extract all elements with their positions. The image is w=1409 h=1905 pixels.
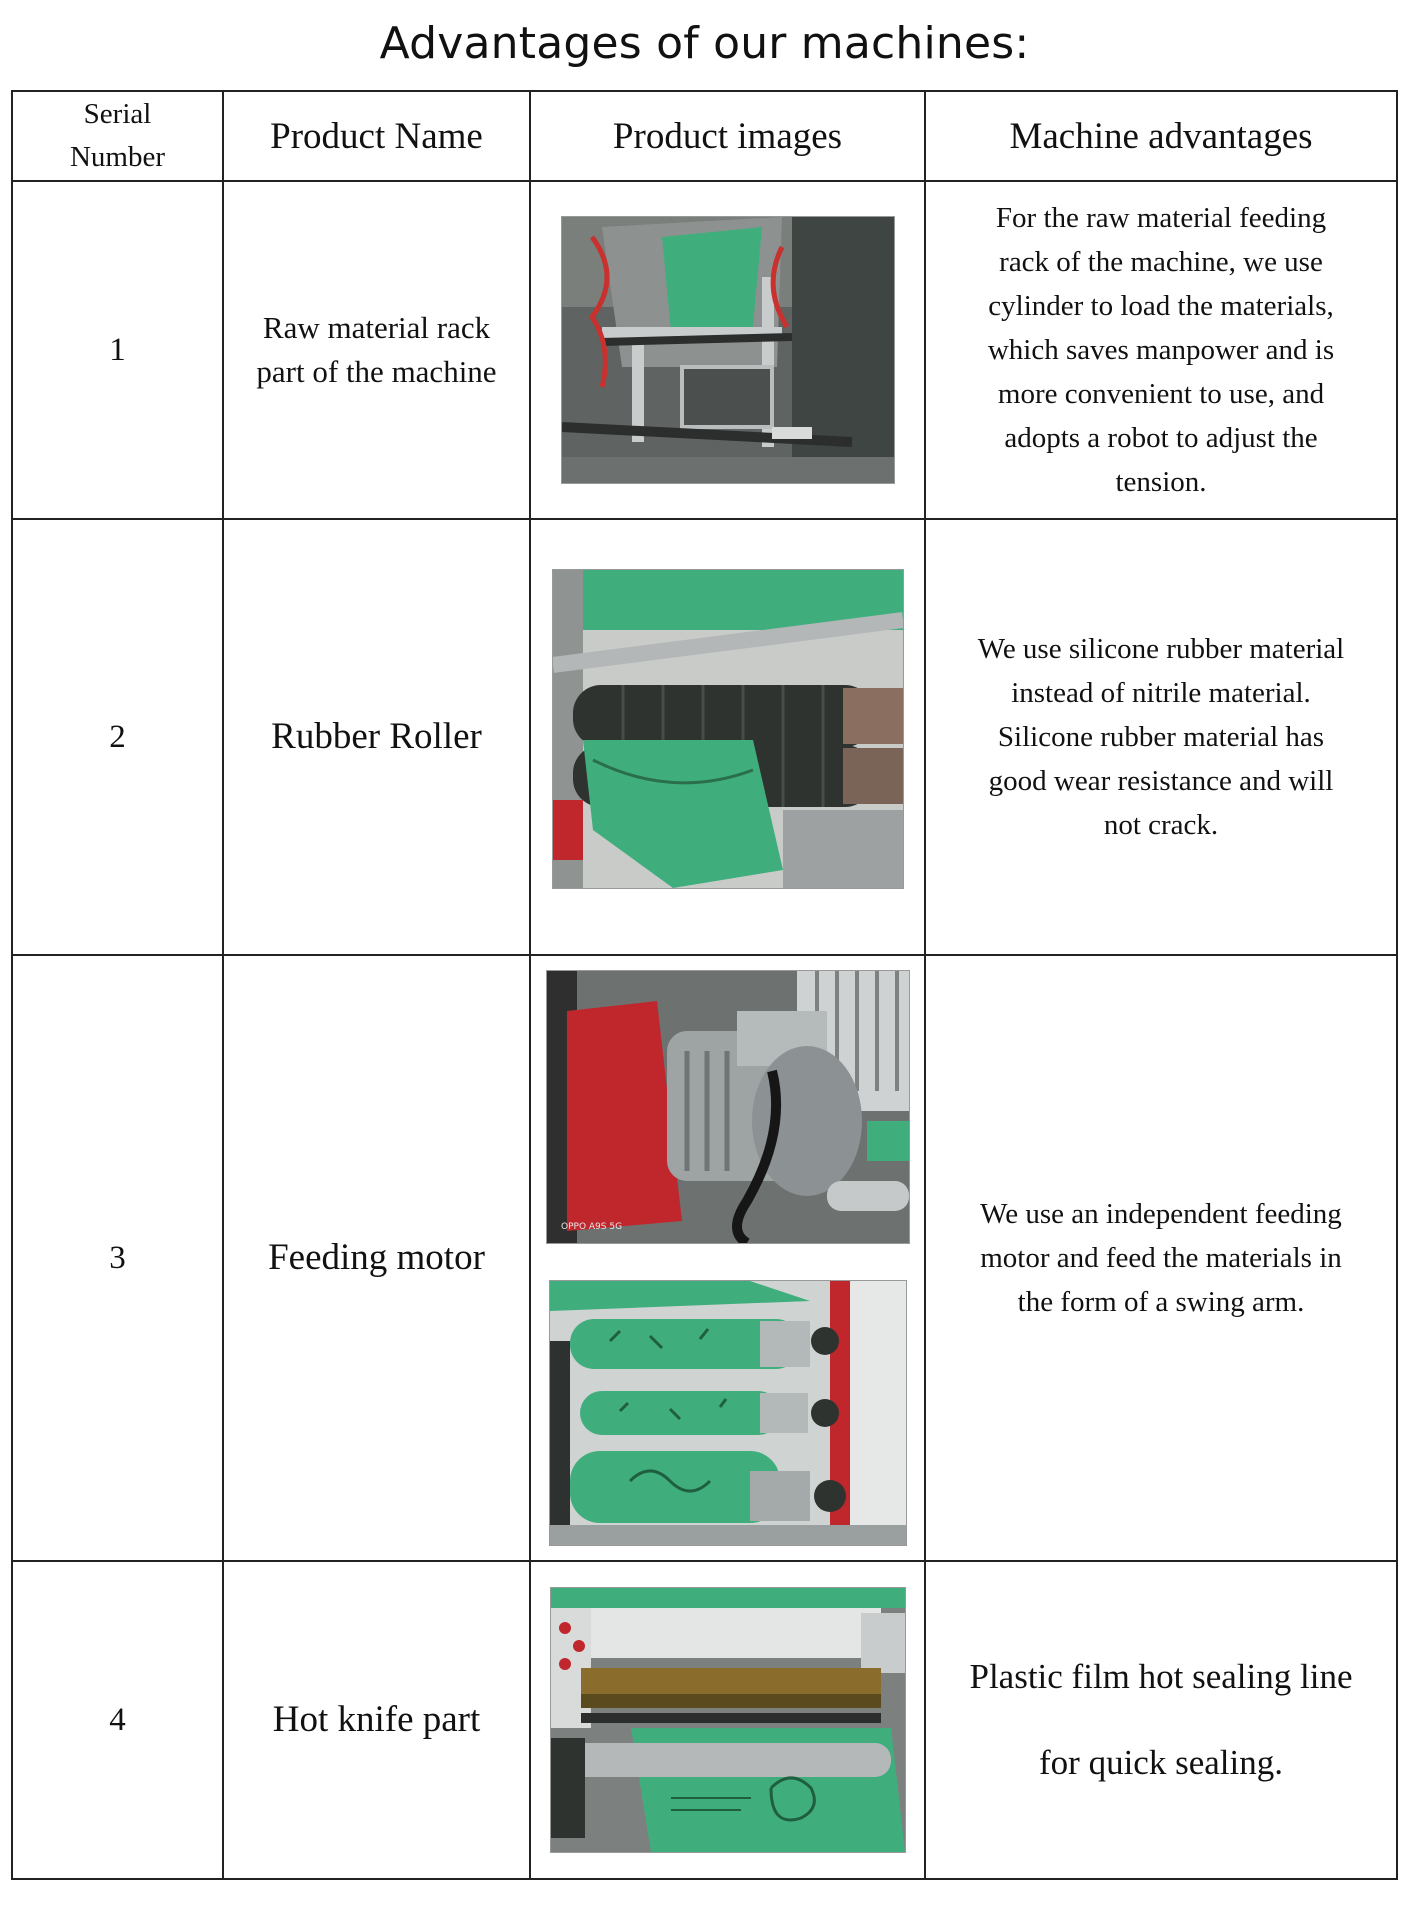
advantage-line: Plastic film hot sealing line — [969, 1657, 1353, 1696]
advantages-table — [11, 90, 1398, 1880]
photo-watermark: OPPO A9S 5G — [560, 1222, 622, 1232]
advantage-line: motor and feed the materials in — [980, 1242, 1342, 1274]
product-name-line: Rubber Roller — [271, 716, 482, 757]
advantage-line: cylinder to load the materials, — [988, 290, 1334, 322]
serial-number-cell: 3 — [12, 955, 223, 1561]
advantage-line: rack of the machine, we use — [999, 246, 1323, 278]
product-name-cell — [223, 955, 530, 1561]
product-name-line: part of the machine — [256, 354, 497, 389]
advantage-line: more convenient to use, and — [997, 378, 1325, 410]
product-image-cell — [530, 519, 925, 955]
advantage-line: good wear resistance and will — [988, 765, 1334, 797]
product-name-cell — [223, 1561, 530, 1879]
advantage-line: We use silicone rubber material — [977, 633, 1345, 665]
table-row — [12, 1561, 1397, 1879]
header-product-name: Product Name — [223, 91, 530, 181]
advantage-cell — [925, 519, 1397, 955]
raw-material-rack-photo — [561, 216, 895, 484]
header-serial-line1: Serial — [83, 98, 152, 130]
product-image-cell — [530, 181, 925, 519]
table-header-row — [12, 91, 1397, 181]
page-title: Advantages of our machines: — [379, 18, 1030, 69]
serial-number-cell: 2 — [12, 519, 223, 955]
advantage-cell — [925, 955, 1397, 1561]
product-name-line: Hot knife part — [272, 1699, 481, 1740]
rubber-roller-photo — [552, 569, 904, 889]
advantage-line: for quick sealing. — [1039, 1743, 1283, 1782]
advantage-cell — [925, 181, 1397, 519]
table-row — [12, 955, 1397, 1561]
product-name-cell — [223, 519, 530, 955]
advantage-line: Silicone rubber material has — [997, 721, 1325, 753]
product-name-cell — [223, 181, 530, 519]
table-row — [12, 519, 1397, 955]
header-serial-line2: Number — [69, 141, 166, 173]
advantage-line: We use an independent feeding — [980, 1198, 1342, 1230]
advantage-line: the form of a swing arm. — [1017, 1286, 1305, 1318]
advantage-line: For the raw material feeding — [995, 202, 1327, 234]
advantage-cell — [925, 1561, 1397, 1879]
feeding-motor-photo-2 — [549, 1280, 907, 1546]
advantage-line: tension. — [1115, 466, 1207, 498]
product-name-line: Raw material rack — [262, 310, 491, 345]
feeding-motor-photo-1 — [546, 970, 910, 1244]
hot-knife-photo — [550, 1587, 906, 1853]
header-product-images: Product images — [530, 91, 925, 181]
advantage-line: not crack. — [1103, 809, 1219, 841]
product-name-line: Feeding motor — [268, 1237, 485, 1278]
header-serial-number — [12, 91, 223, 181]
header-machine-advantages: Machine advantages — [925, 91, 1397, 181]
table-row — [12, 181, 1397, 519]
product-image-cell — [530, 1561, 925, 1879]
serial-number-cell: 1 — [12, 181, 223, 519]
serial-number-cell: 4 — [12, 1561, 223, 1879]
advantage-line: instead of nitrile material. — [1011, 677, 1311, 709]
product-image-cell — [530, 955, 925, 1561]
advantage-line: adopts a robot to adjust the — [1004, 422, 1318, 454]
advantage-line: which saves manpower and is — [987, 334, 1335, 366]
